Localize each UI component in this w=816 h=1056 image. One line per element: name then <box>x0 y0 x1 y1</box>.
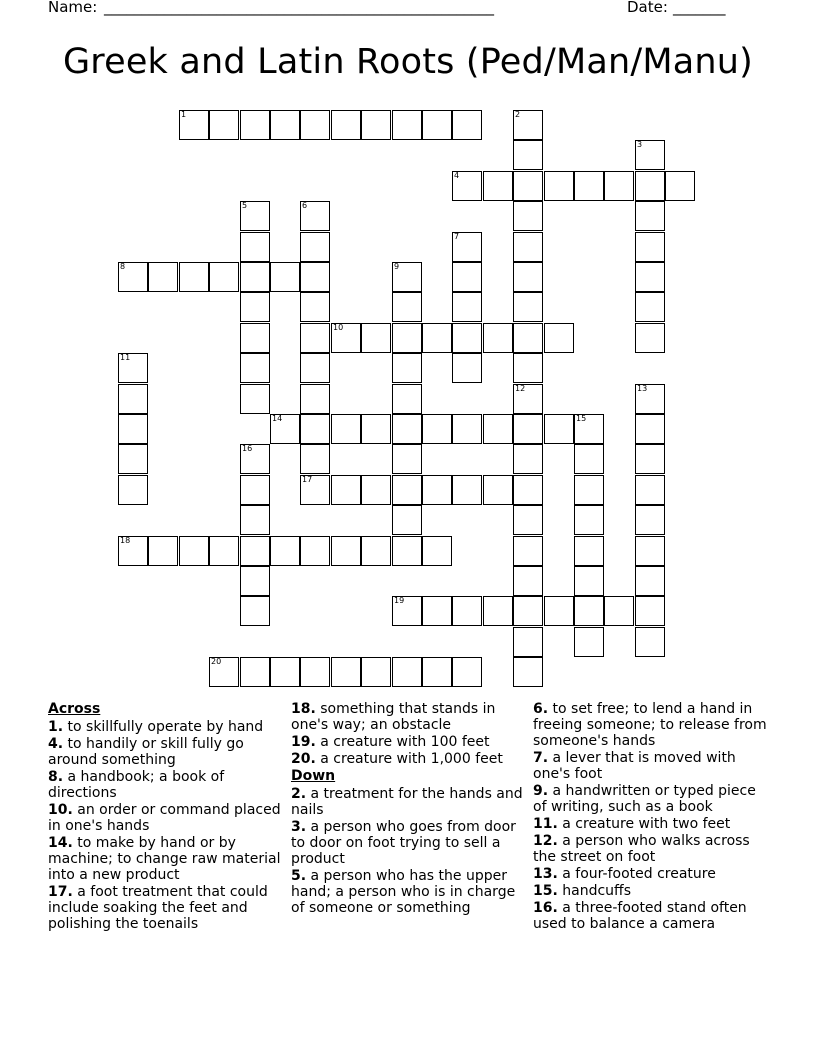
grid-cell[interactable] <box>422 110 452 140</box>
grid-cell[interactable] <box>392 384 422 414</box>
grid-cell[interactable] <box>300 262 330 292</box>
grid-cell[interactable] <box>331 323 361 353</box>
clue-number: 18 <box>120 536 131 545</box>
clue-number: 5 <box>242 201 248 210</box>
grid-cell[interactable] <box>513 414 543 444</box>
grid-cell[interactable] <box>422 536 452 566</box>
grid-cell[interactable] <box>665 171 695 201</box>
grid-cell[interactable] <box>148 262 178 292</box>
date-blank: _______ <box>673 0 726 16</box>
grid-cell[interactable] <box>483 596 513 626</box>
grid-cell[interactable] <box>635 475 665 505</box>
clue-down-11: 11. a creature with two feet <box>533 816 731 832</box>
clue-number: 19 <box>394 596 405 605</box>
grid-cell[interactable] <box>240 596 270 626</box>
grid-cell[interactable] <box>513 292 543 322</box>
grid-cell[interactable] <box>422 475 452 505</box>
grid-cell[interactable] <box>270 657 300 687</box>
grid-cell[interactable] <box>331 110 361 140</box>
grid-cell[interactable] <box>209 262 239 292</box>
grid-cell[interactable] <box>331 475 361 505</box>
grid-cell[interactable] <box>635 262 665 292</box>
grid-cell[interactable] <box>361 536 391 566</box>
grid-cell[interactable] <box>544 414 574 444</box>
clue-number: 4 <box>454 171 460 180</box>
grid-cell[interactable] <box>513 232 543 262</box>
grid-cell[interactable] <box>513 140 543 170</box>
grid-cell[interactable] <box>392 414 422 444</box>
clue-across-4: 4. to handily or skill fully go around something <box>48 736 244 768</box>
grid-cell[interactable] <box>635 596 665 626</box>
grid-cell[interactable] <box>635 384 665 414</box>
grid-cell[interactable] <box>452 353 482 383</box>
grid-cell[interactable] <box>452 596 482 626</box>
grid-cell[interactable] <box>635 566 665 596</box>
clue-number: 11 <box>120 353 131 362</box>
grid-cell[interactable] <box>300 353 330 383</box>
grid-cell[interactable] <box>240 475 270 505</box>
clue-down-2: 2. a treatment for the hands and nails <box>291 786 523 818</box>
grid-cell[interactable] <box>544 323 574 353</box>
clue-across-1: 1. to skillfully operate by hand <box>48 719 264 735</box>
grid-cell[interactable] <box>392 475 422 505</box>
page-title: Greek and Latin Roots (Ped/Man/Manu) <box>62 42 754 82</box>
grid-cell[interactable] <box>240 566 270 596</box>
grid-cell[interactable] <box>118 262 148 292</box>
clue-number: 8 <box>120 262 126 271</box>
grid-cell[interactable] <box>118 475 148 505</box>
grid-cell[interactable] <box>118 536 148 566</box>
grid-cell[interactable] <box>635 627 665 657</box>
grid-cell[interactable] <box>270 110 300 140</box>
grid-cell[interactable] <box>513 262 543 292</box>
grid-cell[interactable] <box>544 171 574 201</box>
clue-across-8: 8. a handbook; a book of directions <box>48 769 225 801</box>
grid-cell[interactable] <box>635 444 665 474</box>
clue-number: 15 <box>576 414 587 423</box>
grid-cell[interactable] <box>270 414 300 444</box>
grid-cell[interactable] <box>240 657 270 687</box>
grid-cell[interactable] <box>452 262 482 292</box>
clue-across-18: 18. something that stands in one's way; an obstacle <box>291 701 496 733</box>
grid-cell[interactable] <box>179 536 209 566</box>
down-heading: Down <box>291 768 336 784</box>
clue-across-10: 10. an order or command placed in one's hands <box>48 802 281 834</box>
grid-cell[interactable] <box>300 384 330 414</box>
grid-cell[interactable] <box>392 505 422 535</box>
grid-cell[interactable] <box>392 657 422 687</box>
grid-cell[interactable] <box>392 353 422 383</box>
grid-cell[interactable] <box>513 384 543 414</box>
grid-cell[interactable] <box>422 657 452 687</box>
clue-across-14: 14. to make by hand or by machine; to change raw material into a new product <box>48 835 281 883</box>
grid-cell[interactable] <box>513 475 543 505</box>
grid-cell[interactable] <box>635 140 665 170</box>
grid-cell[interactable] <box>300 292 330 322</box>
grid-cell[interactable] <box>392 323 422 353</box>
clue-down-7: 7. a lever that is moved with one's foot <box>533 750 736 782</box>
grid-cell[interactable] <box>513 657 543 687</box>
grid-cell[interactable] <box>452 657 482 687</box>
grid-cell[interactable] <box>604 171 634 201</box>
clue-number: 7 <box>454 232 460 241</box>
grid-cell[interactable] <box>574 596 604 626</box>
grid-cell[interactable] <box>574 444 604 474</box>
grid-cell[interactable] <box>574 475 604 505</box>
clue-across-19: 19. a creature with 100 feet <box>291 734 490 750</box>
grid-cell[interactable] <box>148 536 178 566</box>
clue-number: 14 <box>272 414 283 423</box>
clue-across-17: 17. a foot treatment that could include soaking the feet and polishing the toenails <box>48 884 268 932</box>
grid-cell[interactable] <box>513 323 543 353</box>
clue-number: 6 <box>302 201 308 210</box>
grid-cell[interactable] <box>240 505 270 535</box>
clue-number: 12 <box>515 384 526 393</box>
clue-column-1 <box>48 701 288 933</box>
grid-cell[interactable] <box>635 292 665 322</box>
clue-number: 16 <box>242 444 253 453</box>
grid-cell[interactable] <box>513 110 543 140</box>
clue-down-5: 5. a person who has the upper hand; a person who is in charge of someone or something <box>291 868 516 916</box>
grid-cell[interactable] <box>240 262 270 292</box>
clue-number: 1 <box>181 110 187 119</box>
grid-cell[interactable] <box>179 110 209 140</box>
clue-down-9: 9. a handwritten or typed piece of writing, such as a book <box>533 783 756 815</box>
name-label: Name: <box>48 0 98 16</box>
clue-number: 10 <box>333 323 344 332</box>
grid-cell[interactable] <box>300 536 330 566</box>
clue-down-3: 3. a person who goes from door to door on foot trying to sell a product <box>291 819 516 867</box>
name-blank: ____________________________________________________ <box>104 0 494 16</box>
grid-cell[interactable] <box>635 414 665 444</box>
clue-number: 20 <box>211 657 222 666</box>
grid-cell[interactable] <box>452 171 482 201</box>
grid-cell[interactable] <box>240 201 270 231</box>
grid-cell[interactable] <box>240 323 270 353</box>
grid-cell[interactable] <box>209 110 239 140</box>
grid-cell[interactable] <box>513 444 543 474</box>
grid-cell[interactable] <box>240 232 270 262</box>
grid-cell[interactable] <box>361 414 391 444</box>
grid-cell[interactable] <box>300 414 330 444</box>
clue-number: 13 <box>637 384 648 393</box>
clue-down-12: 12. a person who walks across the street on foot <box>533 833 750 865</box>
grid-cell[interactable] <box>513 201 543 231</box>
grid-cell[interactable] <box>300 232 330 262</box>
grid-cell[interactable] <box>118 353 148 383</box>
grid-cell[interactable] <box>118 414 148 444</box>
grid-cell[interactable] <box>300 475 330 505</box>
across-heading: Across <box>48 701 101 717</box>
grid-cell[interactable] <box>392 292 422 322</box>
grid-cell[interactable] <box>361 475 391 505</box>
clue-column-2 <box>291 701 527 917</box>
grid-cell[interactable] <box>392 536 422 566</box>
grid-cell[interactable] <box>331 536 361 566</box>
grid-cell[interactable] <box>452 110 482 140</box>
grid-cell[interactable] <box>574 414 604 444</box>
grid-cell[interactable] <box>240 353 270 383</box>
grid-cell[interactable] <box>422 323 452 353</box>
grid-cell[interactable] <box>331 657 361 687</box>
clue-number: 9 <box>394 262 400 271</box>
clue-down-15: 15. handcuffs <box>533 883 631 899</box>
clue-down-13: 13. a four-footed creature <box>533 866 716 882</box>
grid-cell[interactable] <box>270 262 300 292</box>
clue-number: 2 <box>515 110 521 119</box>
grid-cell[interactable] <box>422 414 452 444</box>
grid-cell[interactable] <box>331 414 361 444</box>
clue-down-6: 6. to set free; to lend a hand in freeing someone; to release from someone's hands <box>533 701 767 749</box>
grid-cell[interactable] <box>483 171 513 201</box>
grid-cell[interactable] <box>392 110 422 140</box>
grid-cell[interactable] <box>118 384 148 414</box>
grid-cell[interactable] <box>300 657 330 687</box>
grid-cell[interactable] <box>635 536 665 566</box>
grid-cell[interactable] <box>270 536 300 566</box>
grid-cell[interactable] <box>604 596 634 626</box>
grid-cell[interactable] <box>209 536 239 566</box>
grid-cell[interactable] <box>392 262 422 292</box>
grid-cell[interactable] <box>240 444 270 474</box>
grid-cell[interactable] <box>209 657 239 687</box>
grid-cell[interactable] <box>422 596 452 626</box>
grid-cell[interactable] <box>118 444 148 474</box>
grid-cell[interactable] <box>635 171 665 201</box>
clue-across-20: 20. a creature with 1,000 feet <box>291 751 503 767</box>
grid-cell[interactable] <box>513 505 543 535</box>
grid-cell[interactable] <box>635 201 665 231</box>
grid-cell[interactable] <box>513 536 543 566</box>
grid-cell[interactable] <box>544 596 574 626</box>
grid-cell[interactable] <box>483 414 513 444</box>
grid-cell[interactable] <box>240 536 270 566</box>
clue-number: 17 <box>302 475 313 484</box>
grid-cell[interactable] <box>574 171 604 201</box>
grid-cell[interactable] <box>513 596 543 626</box>
grid-cell[interactable] <box>452 323 482 353</box>
grid-cell[interactable] <box>513 627 543 657</box>
grid-cell[interactable] <box>240 292 270 322</box>
grid-cell[interactable] <box>300 444 330 474</box>
grid-cell[interactable] <box>513 353 543 383</box>
grid-cell[interactable] <box>635 505 665 535</box>
grid-cell[interactable] <box>574 566 604 596</box>
grid-cell[interactable] <box>392 444 422 474</box>
clue-column-3 <box>533 701 773 933</box>
grid-cell[interactable] <box>300 323 330 353</box>
clue-down-16: 16. a three-footed stand often used to balance a camera <box>533 900 747 932</box>
grid-cell[interactable] <box>574 505 604 535</box>
clue-number: 3 <box>637 140 643 149</box>
grid-cell[interactable] <box>452 292 482 322</box>
grid-cell[interactable] <box>574 536 604 566</box>
grid-cell[interactable] <box>361 110 391 140</box>
grid-cell[interactable] <box>240 384 270 414</box>
grid-cell[interactable] <box>513 171 543 201</box>
date-label: Date: <box>627 0 668 16</box>
grid-cell[interactable] <box>635 232 665 262</box>
grid-cell[interactable] <box>483 323 513 353</box>
grid-cell[interactable] <box>300 201 330 231</box>
grid-cell[interactable] <box>513 566 543 596</box>
grid-cell[interactable] <box>361 657 391 687</box>
grid-cell[interactable] <box>240 110 270 140</box>
grid-cell[interactable] <box>483 475 513 505</box>
grid-cell[interactable] <box>361 323 391 353</box>
grid-cell[interactable] <box>452 232 482 262</box>
grid-cell[interactable] <box>452 475 482 505</box>
grid-cell[interactable] <box>179 262 209 292</box>
grid-cell[interactable] <box>392 596 422 626</box>
grid-cell[interactable] <box>300 110 330 140</box>
grid-cell[interactable] <box>452 414 482 444</box>
grid-cell[interactable] <box>574 627 604 657</box>
grid-cell[interactable] <box>635 323 665 353</box>
